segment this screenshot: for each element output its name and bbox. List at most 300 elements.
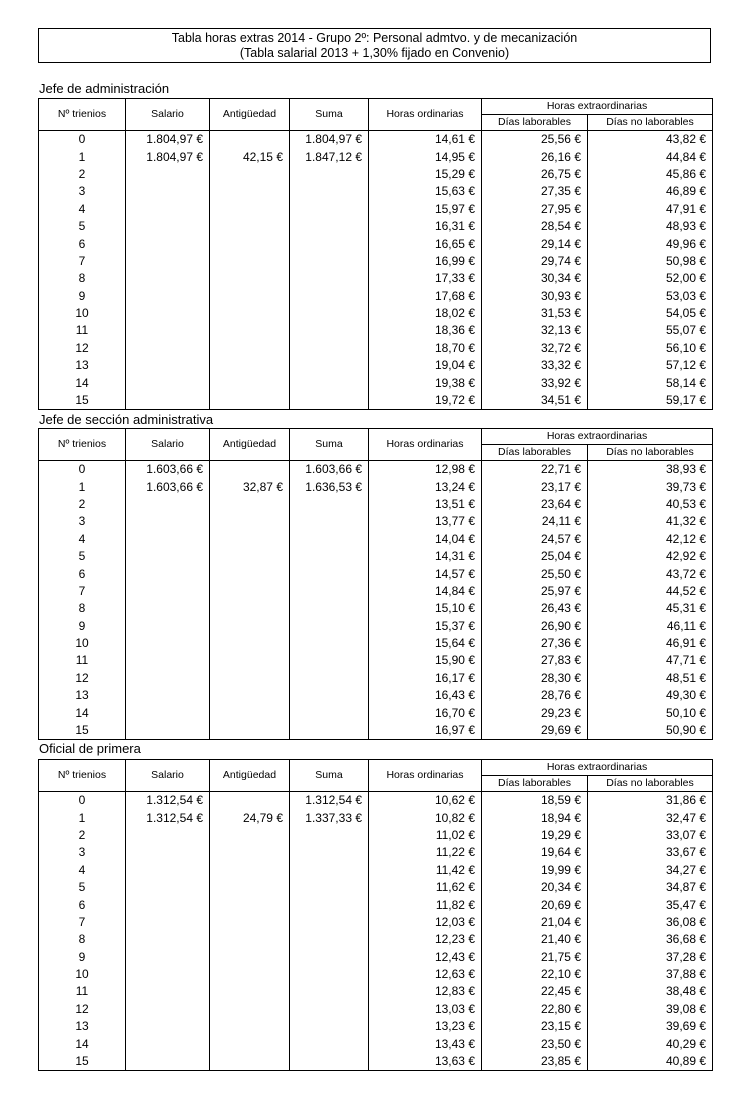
cell-dias-no-laborables: 40,53 € bbox=[588, 496, 713, 513]
cell-dias-no-laborables: 57,12 € bbox=[588, 357, 713, 374]
salary-table bbox=[38, 98, 713, 410]
table-row bbox=[39, 931, 713, 948]
header-trienios: Nº trienios bbox=[39, 760, 126, 792]
cell-horas-ordinarias: 11,82 € bbox=[369, 896, 482, 913]
cell-trienios: 3 bbox=[39, 513, 126, 530]
cell-horas-ordinarias: 16,17 € bbox=[369, 670, 482, 687]
cell-trienios: 10 bbox=[39, 966, 126, 983]
cell-dias-no-laborables: 54,05 € bbox=[588, 305, 713, 322]
cell-dias-laborables: 31,53 € bbox=[482, 305, 588, 322]
cell-suma: 1.804,97 € bbox=[290, 131, 369, 149]
cell-antiguedad bbox=[210, 270, 290, 287]
cell-suma bbox=[290, 253, 369, 270]
table-row bbox=[39, 218, 713, 235]
cell-trienios: 9 bbox=[39, 288, 126, 305]
cell-dias-no-laborables: 55,07 € bbox=[588, 322, 713, 339]
cell-suma bbox=[290, 949, 369, 966]
table-row bbox=[39, 635, 713, 652]
cell-salario: 1.603,66 € bbox=[126, 478, 210, 495]
table-row bbox=[39, 844, 713, 861]
cell-suma bbox=[290, 270, 369, 287]
header-salario: Salario bbox=[126, 429, 210, 461]
cell-suma bbox=[290, 635, 369, 652]
cell-antiguedad bbox=[210, 340, 290, 357]
cell-dias-no-laborables: 31,86 € bbox=[588, 792, 713, 810]
header-dias-no-laborables: Días no laborables bbox=[588, 115, 713, 131]
cell-salario bbox=[126, 879, 210, 896]
header-dias-no-laborables: Días no laborables bbox=[588, 445, 713, 461]
cell-horas-ordinarias: 15,63 € bbox=[369, 183, 482, 200]
cell-salario bbox=[126, 722, 210, 740]
cell-suma bbox=[290, 1053, 369, 1071]
cell-horas-ordinarias: 11,62 € bbox=[369, 879, 482, 896]
cell-suma bbox=[290, 531, 369, 548]
table-row bbox=[39, 652, 713, 669]
cell-dias-laborables: 24,57 € bbox=[482, 531, 588, 548]
cell-trienios: 7 bbox=[39, 253, 126, 270]
cell-dias-laborables: 29,74 € bbox=[482, 253, 588, 270]
table-row bbox=[39, 983, 713, 1000]
cell-horas-ordinarias: 13,03 € bbox=[369, 1001, 482, 1018]
cell-dias-no-laborables: 41,32 € bbox=[588, 513, 713, 530]
cell-antiguedad bbox=[210, 618, 290, 635]
cell-trienios: 13 bbox=[39, 357, 126, 374]
cell-dias-laborables: 19,64 € bbox=[482, 844, 588, 861]
cell-suma: 1.312,54 € bbox=[290, 792, 369, 810]
header-suma: Suma bbox=[290, 429, 369, 461]
cell-trienios: 6 bbox=[39, 235, 126, 252]
cell-salario bbox=[126, 253, 210, 270]
cell-trienios: 8 bbox=[39, 600, 126, 617]
cell-antiguedad bbox=[210, 253, 290, 270]
cell-salario bbox=[126, 635, 210, 652]
cell-dias-laborables: 19,99 € bbox=[482, 862, 588, 879]
cell-horas-ordinarias: 16,43 € bbox=[369, 687, 482, 704]
cell-salario bbox=[126, 896, 210, 913]
cell-dias-laborables: 21,75 € bbox=[482, 949, 588, 966]
header-salario: Salario bbox=[126, 760, 210, 792]
cell-trienios: 3 bbox=[39, 183, 126, 200]
cell-horas-ordinarias: 14,61 € bbox=[369, 131, 482, 149]
cell-salario bbox=[126, 600, 210, 617]
cell-horas-ordinarias: 12,03 € bbox=[369, 914, 482, 931]
cell-horas-ordinarias: 18,70 € bbox=[369, 340, 482, 357]
cell-suma bbox=[290, 496, 369, 513]
cell-antiguedad bbox=[210, 635, 290, 652]
cell-antiguedad bbox=[210, 357, 290, 374]
cell-salario: 1.312,54 € bbox=[126, 809, 210, 826]
cell-dias-laborables: 29,14 € bbox=[482, 235, 588, 252]
cell-salario bbox=[126, 374, 210, 391]
cell-dias-no-laborables: 44,52 € bbox=[588, 583, 713, 600]
cell-horas-ordinarias: 10,82 € bbox=[369, 809, 482, 826]
cell-horas-ordinarias: 13,23 € bbox=[369, 1018, 482, 1035]
cell-horas-ordinarias: 18,02 € bbox=[369, 305, 482, 322]
cell-antiguedad bbox=[210, 827, 290, 844]
header-horas-ordinarias: Horas ordinarias bbox=[369, 760, 482, 792]
cell-dias-laborables: 22,71 € bbox=[482, 461, 588, 479]
cell-dias-no-laborables: 43,82 € bbox=[588, 131, 713, 149]
cell-dias-laborables: 25,50 € bbox=[482, 565, 588, 582]
cell-suma: 1.636,53 € bbox=[290, 478, 369, 495]
cell-horas-ordinarias: 19,72 € bbox=[369, 392, 482, 410]
table-row bbox=[39, 670, 713, 687]
cell-trienios: 2 bbox=[39, 166, 126, 183]
section-title: Jefe de administración bbox=[39, 81, 170, 96]
cell-antiguedad bbox=[210, 879, 290, 896]
cell-salario bbox=[126, 288, 210, 305]
cell-suma bbox=[290, 966, 369, 983]
cell-antiguedad bbox=[210, 374, 290, 391]
cell-trienios: 3 bbox=[39, 844, 126, 861]
cell-antiguedad bbox=[210, 235, 290, 252]
cell-dias-laborables: 28,54 € bbox=[482, 218, 588, 235]
cell-dias-laborables: 18,94 € bbox=[482, 809, 588, 826]
cell-horas-ordinarias: 12,43 € bbox=[369, 949, 482, 966]
cell-suma bbox=[290, 670, 369, 687]
cell-trienios: 12 bbox=[39, 670, 126, 687]
cell-trienios: 9 bbox=[39, 618, 126, 635]
header-horas-ordinarias: Horas ordinarias bbox=[369, 99, 482, 131]
cell-dias-laborables: 22,80 € bbox=[482, 1001, 588, 1018]
cell-trienios: 10 bbox=[39, 635, 126, 652]
cell-suma bbox=[290, 600, 369, 617]
cell-salario bbox=[126, 1035, 210, 1052]
cell-dias-no-laborables: 47,71 € bbox=[588, 652, 713, 669]
cell-antiguedad bbox=[210, 949, 290, 966]
table-row bbox=[39, 374, 713, 391]
table-row bbox=[39, 148, 713, 165]
table-row bbox=[39, 1001, 713, 1018]
cell-salario bbox=[126, 652, 210, 669]
cell-dias-no-laborables: 34,27 € bbox=[588, 862, 713, 879]
cell-salario bbox=[126, 827, 210, 844]
cell-dias-no-laborables: 36,68 € bbox=[588, 931, 713, 948]
cell-antiguedad bbox=[210, 531, 290, 548]
cell-antiguedad bbox=[210, 983, 290, 1000]
cell-suma bbox=[290, 548, 369, 565]
cell-trienios: 10 bbox=[39, 305, 126, 322]
cell-horas-ordinarias: 17,33 € bbox=[369, 270, 482, 287]
cell-antiguedad bbox=[210, 600, 290, 617]
cell-dias-no-laborables: 56,10 € bbox=[588, 340, 713, 357]
cell-horas-ordinarias: 13,43 € bbox=[369, 1035, 482, 1052]
cell-dias-no-laborables: 38,93 € bbox=[588, 461, 713, 479]
cell-salario bbox=[126, 565, 210, 582]
table-row bbox=[39, 235, 713, 252]
cell-dias-no-laborables: 47,91 € bbox=[588, 201, 713, 218]
cell-horas-ordinarias: 13,77 € bbox=[369, 513, 482, 530]
cell-suma bbox=[290, 704, 369, 721]
header-salario: Salario bbox=[126, 99, 210, 131]
cell-suma: 1.847,12 € bbox=[290, 148, 369, 165]
cell-trienios: 15 bbox=[39, 1053, 126, 1071]
cell-dias-no-laborables: 49,96 € bbox=[588, 235, 713, 252]
cell-salario bbox=[126, 687, 210, 704]
cell-dias-laborables: 20,69 € bbox=[482, 896, 588, 913]
cell-salario bbox=[126, 305, 210, 322]
table-row bbox=[39, 461, 713, 479]
cell-antiguedad bbox=[210, 1053, 290, 1071]
cell-suma bbox=[290, 374, 369, 391]
cell-dias-laborables: 27,95 € bbox=[482, 201, 588, 218]
table-row bbox=[39, 201, 713, 218]
table-row bbox=[39, 496, 713, 513]
cell-antiguedad: 24,79 € bbox=[210, 809, 290, 826]
cell-salario: 1.804,97 € bbox=[126, 148, 210, 165]
cell-suma bbox=[290, 931, 369, 948]
cell-trienios: 6 bbox=[39, 896, 126, 913]
cell-antiguedad bbox=[210, 183, 290, 200]
cell-salario bbox=[126, 183, 210, 200]
cell-antiguedad bbox=[210, 722, 290, 740]
cell-horas-ordinarias: 15,97 € bbox=[369, 201, 482, 218]
header-dias-laborables: Días laborables bbox=[482, 445, 588, 461]
cell-suma bbox=[290, 166, 369, 183]
cell-antiguedad: 42,15 € bbox=[210, 148, 290, 165]
cell-dias-laborables: 30,93 € bbox=[482, 288, 588, 305]
cell-dias-no-laborables: 50,90 € bbox=[588, 722, 713, 740]
cell-horas-ordinarias: 12,98 € bbox=[369, 461, 482, 479]
cell-dias-laborables: 26,75 € bbox=[482, 166, 588, 183]
cell-horas-ordinarias: 19,38 € bbox=[369, 374, 482, 391]
cell-antiguedad bbox=[210, 218, 290, 235]
header-horas-extraordinarias: Horas extraordinarias bbox=[482, 760, 713, 776]
cell-dias-no-laborables: 45,31 € bbox=[588, 600, 713, 617]
cell-trienios: 8 bbox=[39, 931, 126, 948]
cell-dias-no-laborables: 32,47 € bbox=[588, 809, 713, 826]
table-row bbox=[39, 809, 713, 826]
section-title: Jefe de sección administrativa bbox=[39, 412, 214, 427]
cell-antiguedad bbox=[210, 652, 290, 669]
cell-salario bbox=[126, 1018, 210, 1035]
cell-suma bbox=[290, 879, 369, 896]
header-suma: Suma bbox=[290, 760, 369, 792]
cell-trienios: 13 bbox=[39, 1018, 126, 1035]
table-row bbox=[39, 687, 713, 704]
cell-antiguedad bbox=[210, 687, 290, 704]
header-suma: Suma bbox=[290, 99, 369, 131]
cell-salario bbox=[126, 583, 210, 600]
cell-salario bbox=[126, 931, 210, 948]
title-line-1: Tabla horas extras 2014 - Grupo 2º: Personal admtvo. y de mecanización bbox=[171, 31, 578, 45]
cell-dias-laborables: 23,64 € bbox=[482, 496, 588, 513]
cell-trienios: 14 bbox=[39, 374, 126, 391]
cell-trienios: 2 bbox=[39, 827, 126, 844]
header-antiguedad: Antigüedad bbox=[210, 429, 290, 461]
cell-dias-no-laborables: 33,07 € bbox=[588, 827, 713, 844]
cell-antiguedad bbox=[210, 583, 290, 600]
table-row bbox=[39, 914, 713, 931]
cell-dias-laborables: 19,29 € bbox=[482, 827, 588, 844]
cell-salario bbox=[126, 270, 210, 287]
cell-suma bbox=[290, 862, 369, 879]
header-dias-laborables: Días laborables bbox=[482, 115, 588, 131]
cell-antiguedad bbox=[210, 322, 290, 339]
cell-suma bbox=[290, 565, 369, 582]
cell-horas-ordinarias: 13,24 € bbox=[369, 478, 482, 495]
cell-antiguedad bbox=[210, 1035, 290, 1052]
table-row bbox=[39, 704, 713, 721]
cell-suma bbox=[290, 288, 369, 305]
cell-dias-laborables: 27,35 € bbox=[482, 183, 588, 200]
cell-dias-laborables: 25,56 € bbox=[482, 131, 588, 149]
cell-trienios: 11 bbox=[39, 652, 126, 669]
cell-trienios: 4 bbox=[39, 201, 126, 218]
header-horas-extraordinarias: Horas extraordinarias bbox=[482, 429, 713, 445]
cell-dias-laborables: 33,32 € bbox=[482, 357, 588, 374]
cell-dias-no-laborables: 33,67 € bbox=[588, 844, 713, 861]
cell-dias-laborables: 30,34 € bbox=[482, 270, 588, 287]
table-row bbox=[39, 478, 713, 495]
cell-dias-no-laborables: 46,91 € bbox=[588, 635, 713, 652]
cell-trienios: 12 bbox=[39, 340, 126, 357]
cell-salario bbox=[126, 513, 210, 530]
cell-dias-no-laborables: 48,51 € bbox=[588, 670, 713, 687]
salary-table bbox=[38, 759, 713, 1071]
table-row bbox=[39, 949, 713, 966]
cell-trienios: 1 bbox=[39, 809, 126, 826]
cell-salario bbox=[126, 218, 210, 235]
cell-dias-laborables: 18,59 € bbox=[482, 792, 588, 810]
cell-trienios: 4 bbox=[39, 862, 126, 879]
cell-horas-ordinarias: 11,42 € bbox=[369, 862, 482, 879]
cell-salario bbox=[126, 1001, 210, 1018]
cell-dias-no-laborables: 46,11 € bbox=[588, 618, 713, 635]
cell-salario bbox=[126, 862, 210, 879]
table-row bbox=[39, 340, 713, 357]
cell-dias-laborables: 22,45 € bbox=[482, 983, 588, 1000]
cell-salario: 1.804,97 € bbox=[126, 131, 210, 149]
cell-horas-ordinarias: 12,23 € bbox=[369, 931, 482, 948]
cell-horas-ordinarias: 14,84 € bbox=[369, 583, 482, 600]
cell-dias-no-laborables: 37,28 € bbox=[588, 949, 713, 966]
cell-antiguedad bbox=[210, 496, 290, 513]
cell-antiguedad bbox=[210, 670, 290, 687]
title-line-2: (Tabla salarial 2013 + 1,30% fijado en Convenio) bbox=[239, 46, 510, 60]
table-row bbox=[39, 183, 713, 200]
cell-horas-ordinarias: 13,63 € bbox=[369, 1053, 482, 1071]
header-dias-laborables: Días laborables bbox=[482, 776, 588, 792]
cell-suma bbox=[290, 340, 369, 357]
cell-dias-laborables: 33,92 € bbox=[482, 374, 588, 391]
cell-antiguedad bbox=[210, 565, 290, 582]
cell-dias-no-laborables: 36,08 € bbox=[588, 914, 713, 931]
cell-dias-no-laborables: 38,48 € bbox=[588, 983, 713, 1000]
cell-horas-ordinarias: 16,65 € bbox=[369, 235, 482, 252]
cell-dias-no-laborables: 49,30 € bbox=[588, 687, 713, 704]
cell-dias-no-laborables: 50,98 € bbox=[588, 253, 713, 270]
cell-horas-ordinarias: 15,37 € bbox=[369, 618, 482, 635]
cell-antiguedad bbox=[210, 166, 290, 183]
cell-dias-no-laborables: 42,92 € bbox=[588, 548, 713, 565]
table-row bbox=[39, 270, 713, 287]
cell-suma bbox=[290, 322, 369, 339]
cell-suma bbox=[290, 235, 369, 252]
table-row bbox=[39, 966, 713, 983]
cell-dias-laborables: 23,50 € bbox=[482, 1035, 588, 1052]
cell-salario bbox=[126, 949, 210, 966]
cell-antiguedad bbox=[210, 704, 290, 721]
cell-salario bbox=[126, 392, 210, 410]
cell-trienios: 1 bbox=[39, 148, 126, 165]
cell-antiguedad bbox=[210, 1018, 290, 1035]
cell-trienios: 1 bbox=[39, 478, 126, 495]
cell-dias-no-laborables: 34,87 € bbox=[588, 879, 713, 896]
cell-trienios: 4 bbox=[39, 531, 126, 548]
cell-horas-ordinarias: 11,22 € bbox=[369, 844, 482, 861]
cell-suma bbox=[290, 201, 369, 218]
cell-suma: 1.603,66 € bbox=[290, 461, 369, 479]
cell-dias-laborables: 29,69 € bbox=[482, 722, 588, 740]
cell-horas-ordinarias: 12,83 € bbox=[369, 983, 482, 1000]
cell-suma bbox=[290, 722, 369, 740]
cell-horas-ordinarias: 16,97 € bbox=[369, 722, 482, 740]
cell-dias-laborables: 24,11 € bbox=[482, 513, 588, 530]
cell-dias-no-laborables: 42,12 € bbox=[588, 531, 713, 548]
cell-trienios: 15 bbox=[39, 722, 126, 740]
cell-dias-laborables: 25,04 € bbox=[482, 548, 588, 565]
cell-suma bbox=[290, 827, 369, 844]
cell-horas-ordinarias: 12,63 € bbox=[369, 966, 482, 983]
cell-horas-ordinarias: 14,95 € bbox=[369, 148, 482, 165]
cell-trienios: 7 bbox=[39, 914, 126, 931]
cell-dias-no-laborables: 44,84 € bbox=[588, 148, 713, 165]
header-trienios: Nº trienios bbox=[39, 429, 126, 461]
cell-horas-ordinarias: 16,70 € bbox=[369, 704, 482, 721]
table-row bbox=[39, 322, 713, 339]
cell-trienios: 5 bbox=[39, 879, 126, 896]
cell-horas-ordinarias: 15,10 € bbox=[369, 600, 482, 617]
cell-dias-laborables: 23,85 € bbox=[482, 1053, 588, 1071]
cell-salario bbox=[126, 618, 210, 635]
cell-horas-ordinarias: 13,51 € bbox=[369, 496, 482, 513]
table-row bbox=[39, 583, 713, 600]
table-row bbox=[39, 392, 713, 410]
cell-dias-no-laborables: 50,10 € bbox=[588, 704, 713, 721]
cell-salario bbox=[126, 531, 210, 548]
cell-dias-laborables: 32,13 € bbox=[482, 322, 588, 339]
cell-dias-laborables: 20,34 € bbox=[482, 879, 588, 896]
cell-suma bbox=[290, 392, 369, 410]
cell-dias-no-laborables: 52,00 € bbox=[588, 270, 713, 287]
cell-suma bbox=[290, 844, 369, 861]
cell-antiguedad bbox=[210, 896, 290, 913]
table-row bbox=[39, 305, 713, 322]
cell-dias-laborables: 28,76 € bbox=[482, 687, 588, 704]
cell-salario bbox=[126, 340, 210, 357]
table-row bbox=[39, 862, 713, 879]
cell-trienios: 0 bbox=[39, 792, 126, 810]
header-dias-no-laborables: Días no laborables bbox=[588, 776, 713, 792]
cell-dias-laborables: 21,40 € bbox=[482, 931, 588, 948]
cell-horas-ordinarias: 14,31 € bbox=[369, 548, 482, 565]
header-antiguedad: Antigüedad bbox=[210, 99, 290, 131]
table-row bbox=[39, 618, 713, 635]
cell-suma bbox=[290, 305, 369, 322]
cell-dias-laborables: 28,30 € bbox=[482, 670, 588, 687]
cell-salario bbox=[126, 201, 210, 218]
cell-salario bbox=[126, 357, 210, 374]
cell-dias-laborables: 21,04 € bbox=[482, 914, 588, 931]
cell-horas-ordinarias: 15,64 € bbox=[369, 635, 482, 652]
cell-suma: 1.337,33 € bbox=[290, 809, 369, 826]
cell-antiguedad bbox=[210, 966, 290, 983]
table-row bbox=[39, 879, 713, 896]
cell-dias-no-laborables: 45,86 € bbox=[588, 166, 713, 183]
section-title: Oficial de primera bbox=[39, 741, 141, 756]
cell-horas-ordinarias: 14,04 € bbox=[369, 531, 482, 548]
